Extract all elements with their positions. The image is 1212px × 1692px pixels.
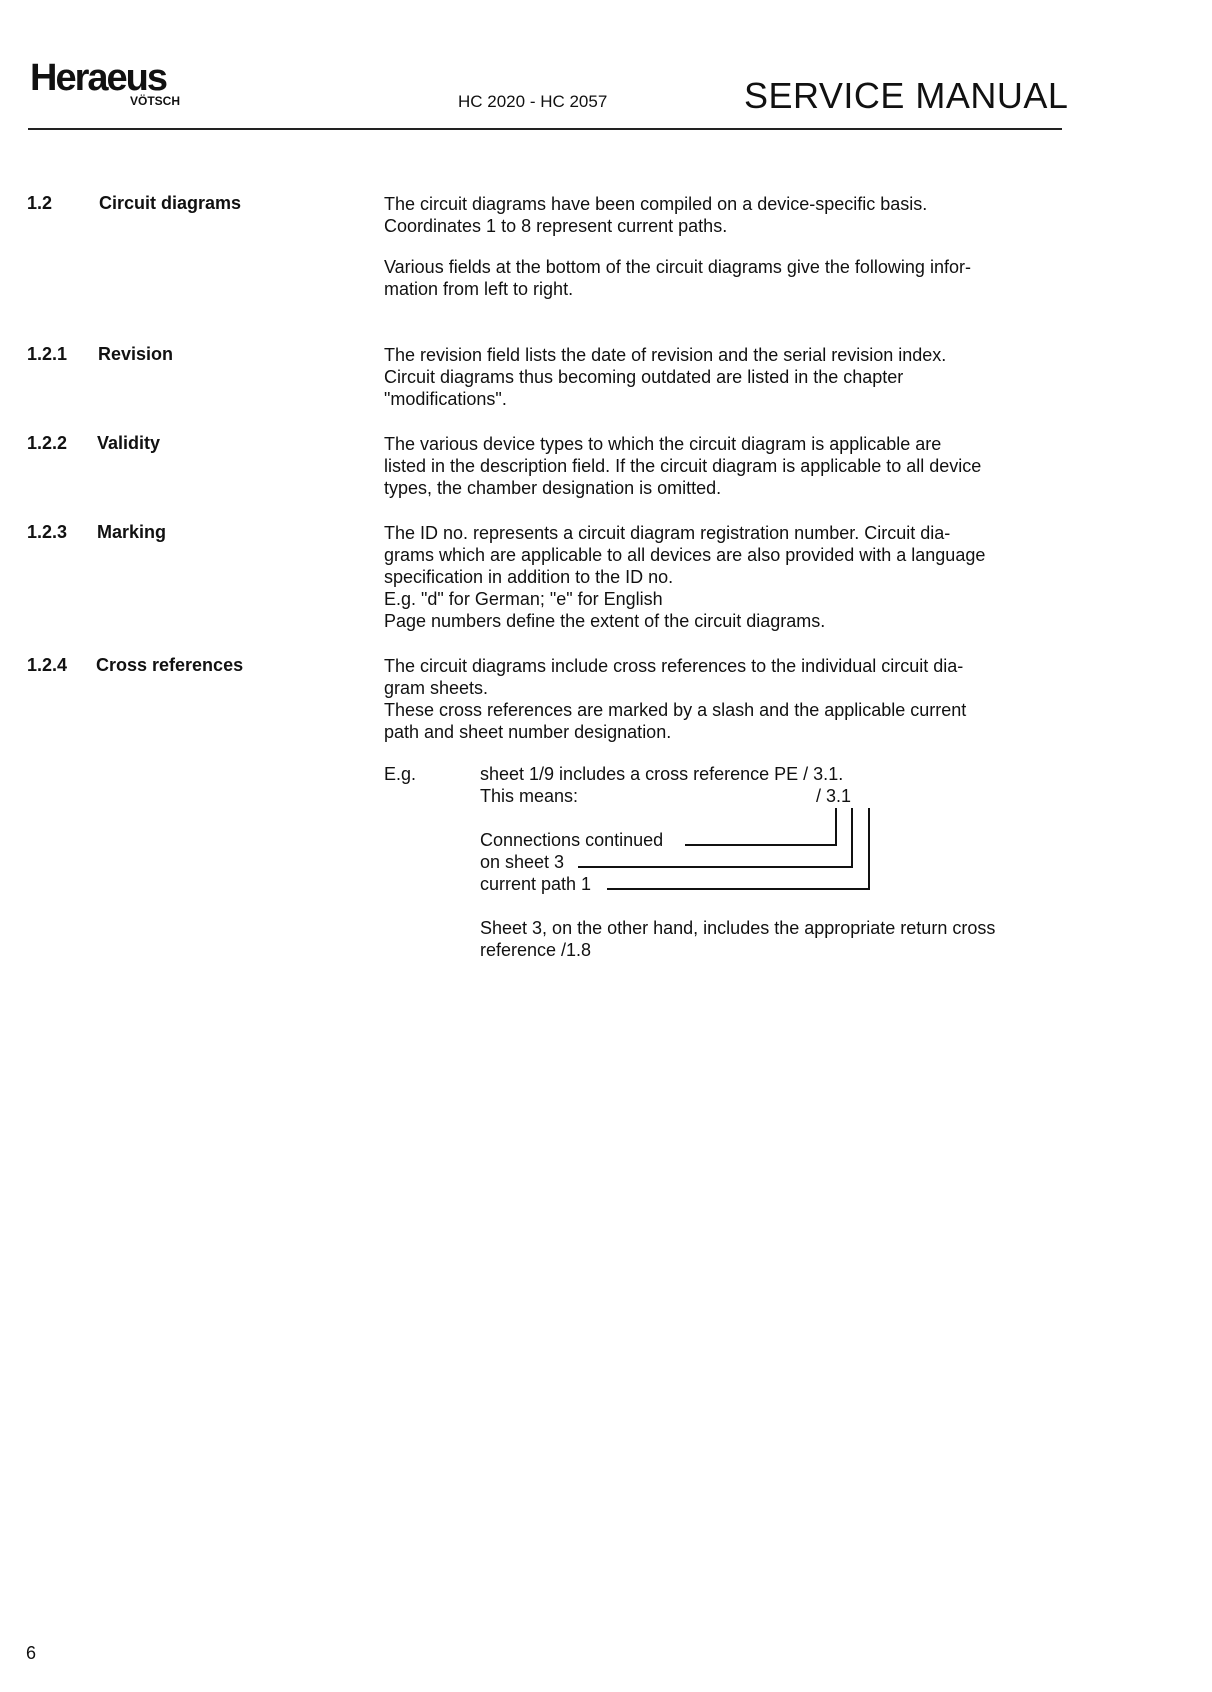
- connector-line-sheet: [578, 866, 853, 868]
- text-line: gram sheets.: [384, 678, 489, 698]
- section-paragraph: [384, 522, 1074, 632]
- section-number: 1.2: [27, 193, 53, 213]
- section-paragraph: [384, 256, 1074, 300]
- text-line: The circuit diagrams have been compiled on a device-specific basis.: [384, 194, 928, 214]
- example-return-line-1: Sheet 3, on the other hand, includes the appropriate return cross: [480, 918, 996, 938]
- section-title: Marking: [97, 522, 167, 542]
- section-paragraph: [384, 655, 1074, 743]
- section-title: Cross references: [96, 655, 244, 675]
- manual-title: SERVICE MANUAL: [744, 75, 1069, 116]
- heraeus-logo: [30, 57, 181, 108]
- model-range: HC 2020 - HC 2057: [458, 92, 608, 111]
- text-line: The ID no. represents a circuit diagram registration number. Circuit dia-: [384, 523, 951, 543]
- text-line: grams which are applicable to all devices are also provided with a language: [384, 545, 986, 565]
- example-line-2: This means:: [480, 786, 579, 806]
- example-path: current path 1: [480, 874, 592, 894]
- example-line-1: sheet 1/9 includes a cross reference PE / 3.1.: [480, 764, 844, 784]
- text-line: path and sheet number designation.: [384, 722, 672, 742]
- section-number: 1.2.4: [27, 655, 68, 675]
- text-line: mation from left to right.: [384, 279, 574, 299]
- section-paragraph: [384, 344, 1074, 410]
- connector-drop-sheet: [851, 808, 853, 868]
- section-title: Validity: [97, 433, 161, 453]
- section-number: 1.2.1: [27, 344, 68, 364]
- example-reference: / 3.1: [816, 786, 852, 806]
- example-connections: Connections continued: [480, 830, 664, 850]
- connector-line-connections: [685, 844, 837, 846]
- example-return-line-2: reference /1.8: [480, 940, 592, 960]
- logo-wordmark: Heraeus: [30, 57, 166, 99]
- text-line: types, the chamber designation is omitted.: [384, 478, 722, 498]
- logo-subtitle: VÖTSCH: [130, 94, 181, 108]
- connector-line-path: [607, 888, 870, 890]
- text-line: The circuit diagrams include cross references to the individual circuit dia-: [384, 656, 964, 676]
- section-number: 1.2.3: [27, 522, 68, 542]
- section-paragraph: [384, 433, 1074, 499]
- text-line: Various fields at the bottom of the circuit diagrams give the following infor-: [384, 257, 971, 277]
- text-line: The revision field lists the date of revision and the serial revision index.: [384, 345, 947, 365]
- text-line: Page numbers define the extent of the circuit diagrams.: [384, 611, 826, 631]
- text-line: The various device types to which the circuit diagram is applicable are: [384, 434, 942, 454]
- section-paragraph: [384, 193, 1074, 237]
- text-line: These cross references are marked by a slash and the applicable current: [384, 700, 967, 720]
- text-line: "modifications".: [384, 389, 507, 409]
- text-line: E.g. "d" for German; "e" for English: [384, 589, 663, 609]
- page-number: 6: [26, 1643, 37, 1663]
- example-sheet: on sheet 3: [480, 852, 565, 872]
- connector-drop-connections: [835, 808, 837, 846]
- connector-drop-path: [868, 808, 870, 890]
- example-label: E.g.: [384, 764, 417, 784]
- section-title: Revision: [98, 344, 174, 364]
- section-number: 1.2.2: [27, 433, 68, 453]
- page-header: [0, 0, 1212, 135]
- text-line: Circuit diagrams thus becoming outdated are listed in the chapter: [384, 367, 904, 387]
- section-title: Circuit diagrams: [99, 193, 242, 213]
- text-line: specification in addition to the ID no.: [384, 567, 674, 587]
- text-line: Coordinates 1 to 8 represent current paths.: [384, 216, 728, 236]
- text-line: listed in the description field. If the circuit diagram is applicable to all device: [384, 456, 982, 476]
- header-divider: [28, 128, 1062, 130]
